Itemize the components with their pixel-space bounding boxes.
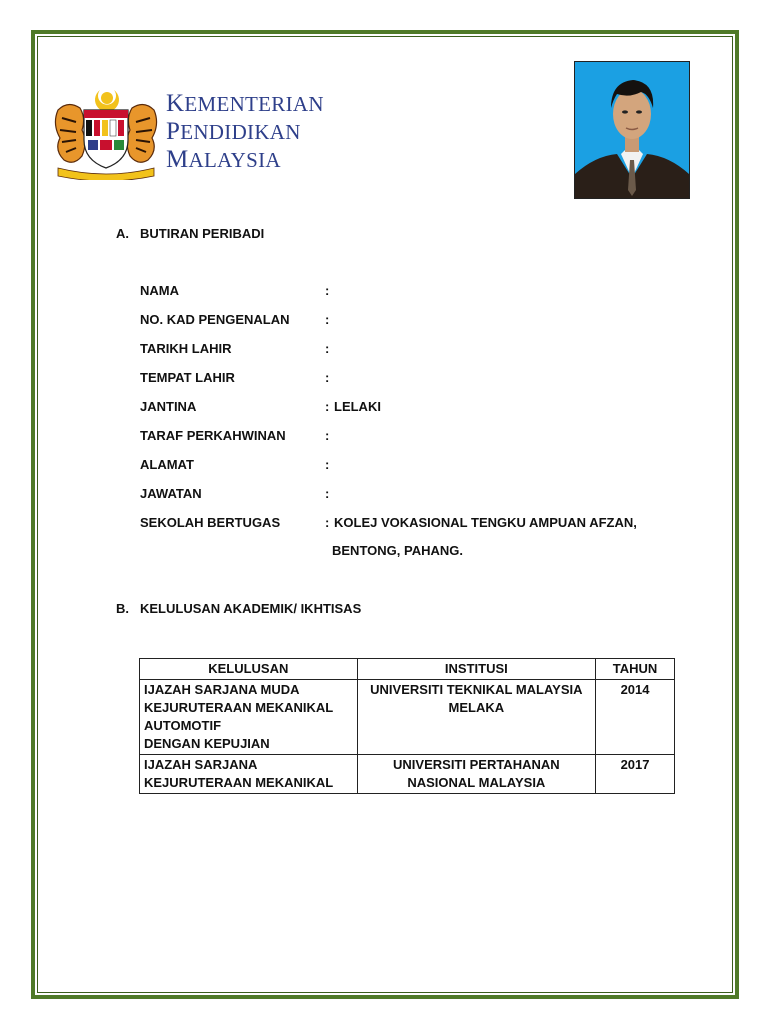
school-address-continuation: BENTONG, PAHANG.: [332, 543, 463, 558]
coat-of-arms-icon: [48, 84, 164, 180]
header-tahun: TAHUN: [596, 659, 675, 680]
profile-photo: [574, 61, 690, 199]
table-header-row: [140, 659, 675, 680]
cell-tahun: 2017: [596, 755, 675, 794]
cell-institusi: UNIVERSITI TEKNIKAL MALAYSIA MELAKA: [357, 680, 595, 755]
cell-institusi: UNIVERSITI PERTAHANAN NASIONAL MALAYSIA: [357, 755, 595, 794]
cell-tahun: 2014: [596, 680, 675, 755]
header-institusi: INSTITUSI: [357, 659, 595, 680]
section-b-title: B. KELULUSAN AKADEMIK/ IKHTISAS: [116, 601, 362, 616]
table-row: [140, 680, 675, 755]
cell-kelulusan: IJAZAH SARJANA MUDA KEJURUTERAAN MEKANIKAL AUTOMOTIF DENGAN KEPUJIAN: [140, 680, 358, 755]
table-row: [140, 755, 675, 794]
header-kelulusan: KELULUSAN: [140, 659, 358, 680]
section-a-title: A. BUTIRAN PERIBADI: [116, 226, 265, 241]
cell-kelulusan: IJAZAH SARJANA KEJURUTERAAN MEKANIKAL: [140, 755, 358, 794]
ministry-name: KEMENTERIAN PENDIDIKAN MALAYSIA: [166, 90, 324, 173]
qualifications-table: [139, 658, 675, 794]
